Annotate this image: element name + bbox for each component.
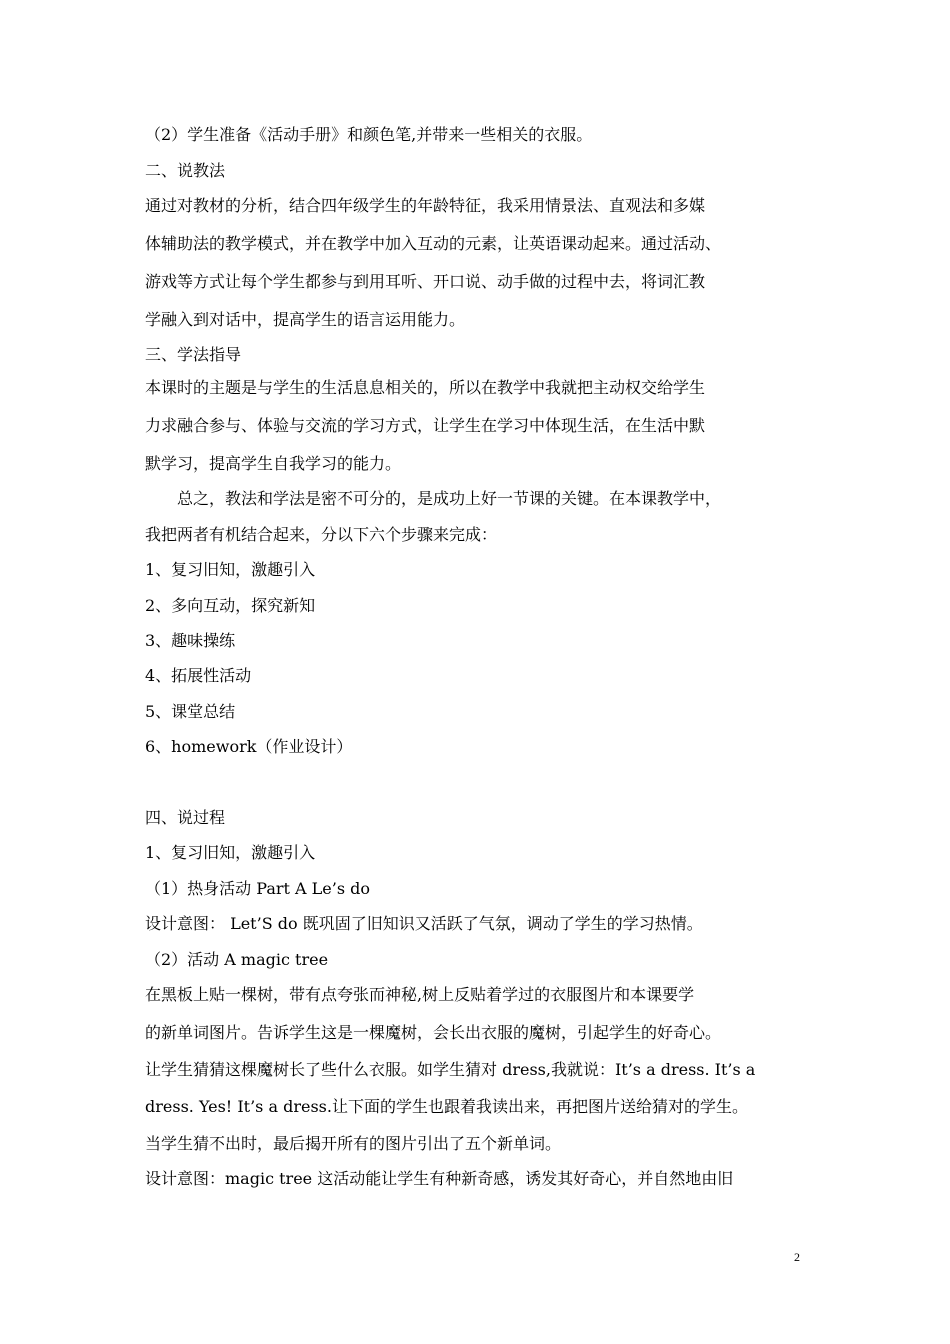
section-heading: 二、说教法 (145, 161, 226, 180)
text-line: 体辅助法的教学模式，并在教学中加入互动的元素，让英语课动起来。通过活动、 (145, 234, 722, 253)
list-item: 4、拓展性活动 (145, 666, 252, 685)
list-item: 5、课堂总结 (145, 702, 236, 721)
section-heading: 三、学法指导 (145, 345, 242, 364)
list-item: 2、多向互动，探究新知 (145, 596, 316, 615)
text-line: 我把两者有机结合起来，分以下六个步骤来完成： (145, 525, 498, 544)
list-item: 6、homework（作业设计） (145, 737, 353, 756)
text-line: 学融入到对话中，提高学生的语言运用能力。 (145, 310, 466, 329)
text-line: 力求融合参与、体验与交流的学习方式，让学生在学习中体现生活，在生活中默 (145, 416, 706, 435)
text-line: （2）学生准备《活动手册》和颜色笔,并带来一些相关的衣服。 (145, 125, 593, 144)
text-line: 设计意图： Let’S do 既巩固了旧知识又活跃了气氛，调动了学生的学习热情。 (145, 914, 703, 933)
text-line: 默学习，提高学生自我学习的能力。 (145, 454, 402, 473)
text-line: 总之，教法和学法是密不可分的，是成功上好一节课的关键。在本课教学中， (145, 489, 722, 508)
list-item: 1、复习旧知，激趣引入 (145, 560, 316, 579)
text-line: （1）热身活动 Part A Le’s do (145, 879, 371, 898)
text-line: 让学生猜猜这棵魔树长了些什么衣服。如学生猜对 dress,我就说：It’s a dress. It’s a (145, 1060, 756, 1079)
text-line: 本课时的主题是与学生的生活息息相关的，所以在教学中我就把主动权交给学生 (145, 378, 706, 397)
page-number: 2 (794, 1250, 800, 1264)
text-line: 游戏等方式让每个学生都参与到用耳听、开口说、动手做的过程中去，将词汇教 (145, 272, 706, 291)
text-line: （2）活动 A magic tree (145, 950, 329, 969)
text-line: 在黑板上贴一棵树，带有点夸张而神秘,树上反贴着学过的衣服图片和本课要学 (145, 985, 695, 1004)
section-heading: 四、说过程 (145, 808, 226, 827)
subheading: 1、复习旧知，激趣引入 (145, 843, 316, 862)
list-item: 3、趣味操练 (145, 631, 236, 650)
text-line: 当学生猜不出时，最后揭开所有的图片引出了五个新单词。 (145, 1134, 562, 1153)
text-line: dress. Yes! It’s a dress.让下面的学生也跟着我读出来，再把图片送给猜对的学生。 (145, 1097, 748, 1116)
text-line: 设计意图：magic tree 这活动能让学生有种新奇感，诱发其好奇心，并自然地由旧 (145, 1169, 734, 1188)
text-line: 的新单词图片。告诉学生这是一棵魔树，会长出衣服的魔树，引起学生的好奇心。 (145, 1023, 722, 1042)
text-line: 通过对教材的分析，结合四年级学生的年龄特征，我采用情景法、直观法和多媒 (145, 196, 706, 215)
